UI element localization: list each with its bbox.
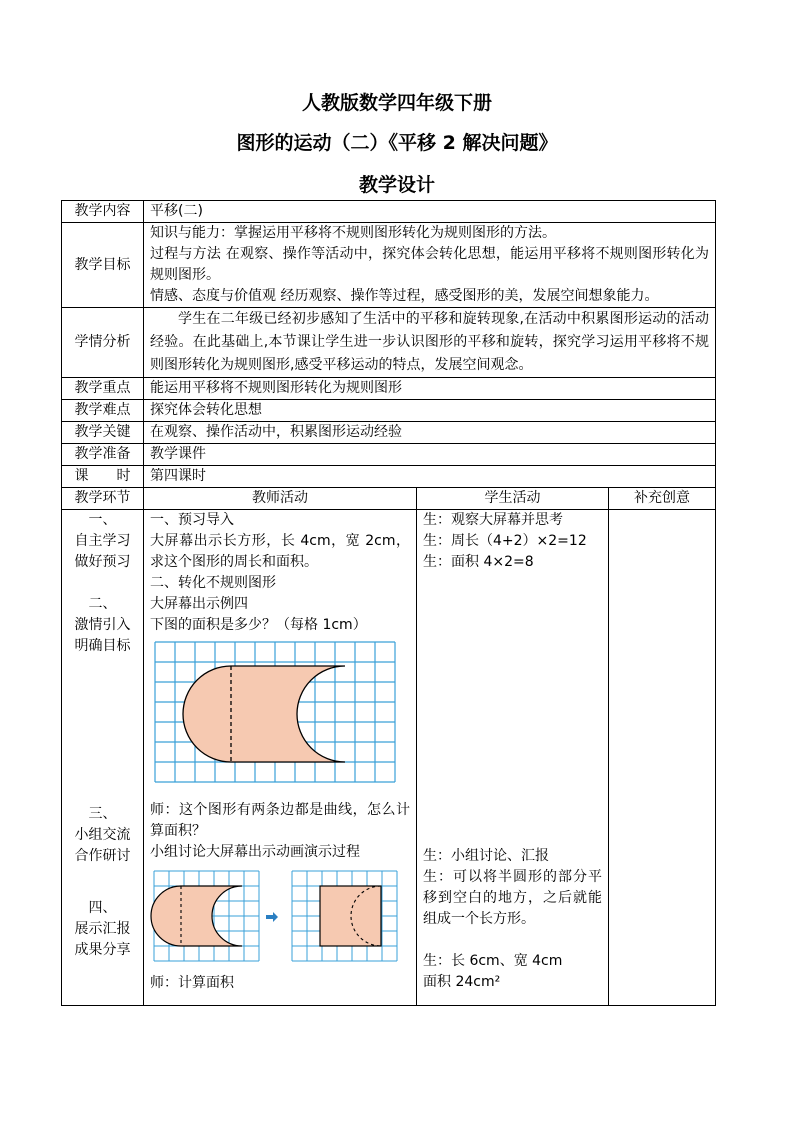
design-heading: 教学设计 bbox=[358, 174, 435, 196]
label-analysis: 学情分析 bbox=[62, 308, 144, 378]
stage-4-number: 四、 bbox=[88, 900, 117, 916]
row-analysis bbox=[62, 308, 716, 378]
student-perimeter: 生：周长（4+2）×2=12 bbox=[423, 533, 587, 549]
teacher-area-question: 下图的面积是多少？（每格 1cm） bbox=[150, 617, 367, 633]
stage-3-number: 三、 bbox=[88, 806, 117, 822]
teacher-rectangle-task: 大屏幕出示长方形，长 4cm，宽 2cm，求这个图形的周长和面积。 bbox=[150, 533, 410, 570]
lesson-plan-table bbox=[61, 200, 716, 1006]
goal-attitude: 情感、态度与价值观 经历观察、操作等过程，感受图形的美，发展空间想象能力。 bbox=[150, 288, 659, 304]
label-content: 教学内容 bbox=[62, 201, 144, 223]
stage-1-line1: 自主学习 bbox=[74, 533, 131, 549]
stage-cell bbox=[62, 510, 144, 1006]
row-activities bbox=[62, 510, 716, 1006]
value-analysis: 学生在二年级已经初步感知了生活中的平移和旋转现象,在活动中积累图形运动的活动经验。在此基础上,本节课让学生进一步认识图形的平移和旋转，探究学习运用平移将不规则图形转化为规则图形,感受平移运动的特点，发展空间观念。 bbox=[144, 308, 716, 378]
stage-1-number: 一、 bbox=[88, 512, 117, 528]
stage-4-line2: 成果分享 bbox=[74, 942, 131, 958]
translation-figures bbox=[150, 865, 410, 971]
lesson-title: 图形的运动（二）《平移 2 解决问题》 bbox=[236, 132, 558, 154]
goal-knowledge: 知识与能力：掌握运用平移将不规则图形转化为规则图形的方法。 bbox=[150, 225, 556, 241]
label-goals: 教学目标 bbox=[62, 223, 144, 308]
row-key-point bbox=[62, 378, 716, 400]
value-goals bbox=[144, 223, 716, 308]
header-extra: 补充创意 bbox=[609, 488, 716, 510]
header-stage: 教学环节 bbox=[62, 488, 144, 510]
stage-1-line2: 做好预习 bbox=[74, 554, 131, 570]
student-final-area: 面积 24cm² bbox=[423, 974, 501, 990]
teacher-preview-heading: 一、预习导入 bbox=[150, 512, 234, 528]
label-key-link: 教学关键 bbox=[62, 422, 144, 444]
stage-2 bbox=[68, 594, 137, 657]
stage-4-line1: 展示汇报 bbox=[74, 921, 131, 937]
value-period: 第四课时 bbox=[144, 466, 716, 488]
goal-process: 过程与方法 在观察、操作等活动中，探究体会转化思想，能运用平移将不规则图形转化为规则图形。 bbox=[150, 246, 709, 283]
teacher-activity-cell bbox=[144, 510, 417, 1006]
header-teacher: 教师活动 bbox=[144, 488, 417, 510]
row-content bbox=[62, 201, 716, 223]
irregular-shape bbox=[183, 666, 345, 762]
student-translation-idea: 生：可以将半圆形的部分平移到空白的地方，之后就能组成一个长方形。 bbox=[423, 869, 602, 927]
row-difficulty bbox=[62, 400, 716, 422]
label-difficulty: 教学难点 bbox=[62, 400, 144, 422]
header-student: 学生活动 bbox=[417, 488, 609, 510]
row-key-link bbox=[62, 422, 716, 444]
teacher-compute-area: 师：计算面积 bbox=[150, 975, 234, 991]
stage-2-line1: 激情引入 bbox=[74, 617, 131, 633]
student-dimensions: 生：长 6cm、宽 4cm bbox=[423, 953, 563, 969]
value-prep: 教学课件 bbox=[144, 444, 716, 466]
student-discussion: 生：小组讨论、汇报 bbox=[423, 848, 549, 864]
student-observe: 生：观察大屏幕并思考 bbox=[423, 512, 563, 528]
stage-1 bbox=[68, 510, 137, 573]
stage-4 bbox=[68, 898, 137, 961]
stage-3 bbox=[68, 804, 137, 867]
shape-after-translation bbox=[320, 886, 381, 946]
stage-2-number: 二、 bbox=[88, 596, 117, 612]
arrow-right-icon bbox=[266, 912, 278, 922]
row-prep bbox=[62, 444, 716, 466]
grid-figure-large bbox=[152, 640, 398, 794]
value-content: 平移(二) bbox=[144, 201, 716, 223]
stage-3-line1: 小组交流 bbox=[74, 827, 131, 843]
teacher-animation-demo: 小组讨论大屏幕出示动画演示过程 bbox=[150, 844, 360, 860]
row-column-headers bbox=[62, 488, 716, 510]
label-period: 课 时 bbox=[62, 466, 144, 488]
row-period bbox=[62, 466, 716, 488]
extra-ideas-cell bbox=[609, 510, 716, 1006]
value-key-link: 在观察、操作活动中，积累图形运动经验 bbox=[144, 422, 716, 444]
teacher-example-four: 大屏幕出示例四 bbox=[150, 596, 248, 612]
value-key-point: 能运用平移将不规则图形转化为规则图形 bbox=[144, 378, 716, 400]
label-key-point: 教学重点 bbox=[62, 378, 144, 400]
value-difficulty: 探究体会转化思想 bbox=[144, 400, 716, 422]
stage-3-line2: 合作研讨 bbox=[74, 848, 131, 864]
student-activity-cell bbox=[417, 510, 609, 1006]
stage-2-line2: 明确目标 bbox=[74, 638, 131, 654]
row-goals bbox=[62, 223, 716, 308]
teacher-irregular-heading: 二、转化不规则图形 bbox=[150, 575, 276, 591]
label-prep: 教学准备 bbox=[62, 444, 144, 466]
teacher-curve-question: 师：这个图形有两条边都是曲线，怎么计算面积？ bbox=[150, 802, 410, 839]
doc-title: 人教版数学四年级下册 bbox=[301, 92, 492, 114]
student-area: 生：面积 4×2=8 bbox=[423, 554, 534, 570]
